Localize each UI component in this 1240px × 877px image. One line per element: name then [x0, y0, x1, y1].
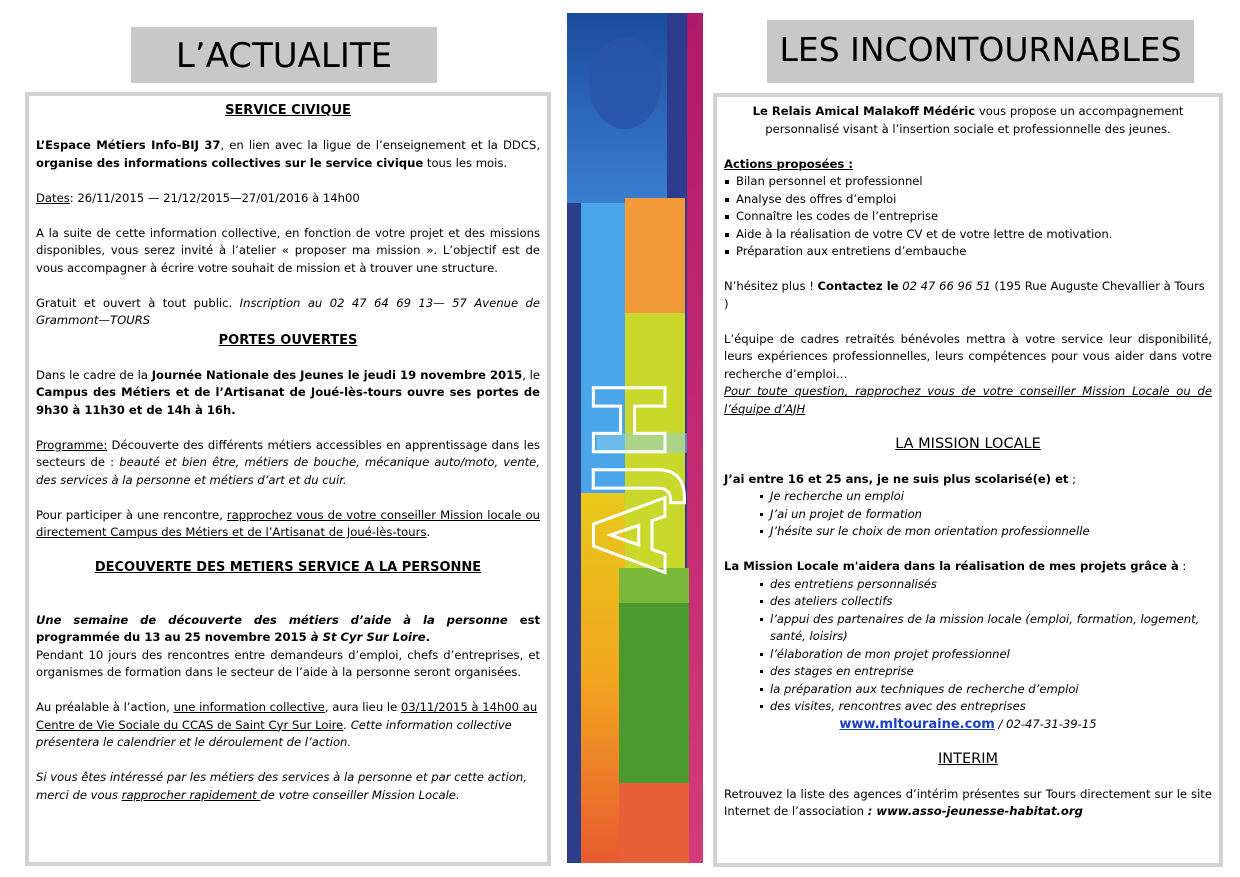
portes-ouvertes-contact: Pour participer à une rencontre, rapprochez vous de votre conseiller Mission locale ou directement Campus des Métiers et de l’Artisanat de Joué-lès-tours.	[36, 507, 540, 539]
left-title-banner	[131, 27, 437, 83]
mission-locale-need-item: J’hésite sur le choix de mon orientation professionnelle	[758, 523, 1212, 541]
right-essentials-panel	[713, 93, 1223, 867]
decouverte-info-collective: Au préalable à l’action, une information collective, aura lieu le 03/11/2015 à 14h00 au Centre de Vie Sociale du CCAS de Saint Cyr Sur Loire. Cette information collective présentera le calendrier et le déroulement de l’action.	[36, 700, 538, 749]
decouverte-contact: Si vous êtes intéressé par les métiers des services à la personne et par cette action, merci de vous rapprocher rapidement de votre conseiller Mission Locale.	[36, 770, 527, 802]
relais-action-item: Préparation aux entretiens d’embauche	[724, 243, 1212, 261]
decouverte-description: Pendant 10 jours des rencontres entre demandeurs d’emploi, chefs d’entreprises, et organismes de formation dans le secteur de l’aide à la personne seront organisées.	[36, 647, 540, 679]
mission-locale-need-item: Je recherche un emploi	[758, 488, 1212, 506]
ajh-logo-column	[567, 13, 703, 863]
relais-actions-list	[724, 173, 1212, 261]
right-title: LES INCONTOURNABLES	[779, 30, 1182, 69]
relais-actions-label: Actions proposées :	[724, 156, 853, 171]
service-civique-intro: L’Espace Métiers Info-BIJ 37, en lien avec la ligue de l’enseignement et la DDCS, organise des informations collectives sur le service civique tous les mois.	[36, 138, 540, 170]
mission-locale-heading: LA MISSION LOCALE	[895, 435, 1041, 452]
mission-locale-contact	[724, 716, 1212, 734]
left-title: L’ACTUALITE	[175, 36, 393, 76]
service-civique-dates: Dates: 26/11/2015 — 21/12/2015—27/01/2016 à 14h00	[36, 190, 360, 205]
portes-ouvertes-programme: Programme: Découverte des différents métiers accessibles en apprentissage dans les secteurs de : beauté et bien être, métiers de bouche, mécanique auto/moto, vente, des services à la personne et métiers d’art et du cuir.	[36, 437, 540, 487]
portes-ouvertes-heading: PORTES OUVERTES	[218, 332, 358, 348]
relais-team-description: L’équipe de cadres retraités bénévoles mettra à votre service leur disponibilité, leurs expériences professionnelles, leurs compétences pour vous aider dans votre recherche d’emploi…	[724, 331, 1212, 381]
service-civique-description: A la suite de cette information collective, en fonction de votre projet et des missions disponibles, vous serez invité à l’atelier « proposer ma mission ». L’objectif est de vous accompagner à écrire votre souhait de mission et à trouver une structure.	[36, 225, 540, 275]
relais-intro: Le Relais Amical Malakoff Médéric vous propose un accompagnement personnalisé visant à l’insertion sociale et professionnelle des jeunes.	[752, 104, 1184, 136]
mission-locale-need-item: J’ai un projet de formation	[758, 506, 1212, 524]
mission-locale-help-intro: La Mission Locale m'aidera dans la réalisation de mes projets grâce à :	[724, 559, 1187, 573]
portes-ouvertes-intro: Dans le cadre de la Journée Nationale des Jeunes le jeudi 19 novembre 2015, le Campus des Métiers et de l’Artisanat de Joué-lès-tours ouvre ses portes de 9h30 à 11h30 et de 14h à 16h.	[36, 367, 540, 417]
ajh-logo-text: AJH	[575, 378, 689, 573]
relais-action-item: Analyse des offres d’emploi	[724, 191, 1212, 209]
left-news-panel	[25, 92, 551, 866]
mission-locale-help-item: des entretiens personnalisés	[758, 576, 1212, 594]
mission-locale-intro: J’ai entre 16 et 25 ans, je ne suis plus scolarisé(e) et ;	[724, 471, 1077, 486]
mission-locale-help-item: la préparation aux techniques de recherche d’emploi	[758, 681, 1212, 699]
right-title-banner	[767, 20, 1194, 83]
mission-locale-phone: / 02-47-31-39-15	[994, 716, 1097, 731]
mission-locale-website-link[interactable]: www.mltouraine.com	[839, 716, 995, 732]
service-civique-inscription: Gratuit et ouvert à tout public. Inscription au 02 47 64 69 13— 57 Avenue de Grammont—TOURS	[36, 295, 540, 327]
decouverte-intro: Une semaine de découverte des métiers d’aide à la personne est programmée du 13 au 25 novembre 2015 à St Cyr Sur Loire.	[36, 612, 541, 644]
decouverte-heading: DECOUVERTE DES METIERS SERVICE A LA PERSONNE	[94, 560, 482, 575]
interim-description: Retrouvez la liste des agences d’intérim présentes sur Tours directement sur le site Internet de l’association : www.asso-jeunesse-habitat.org	[724, 786, 1212, 818]
mission-locale-help-item: l’élaboration de mon projet professionnel	[758, 646, 1212, 664]
mission-locale-help-item: des ateliers collectifs	[758, 593, 1212, 611]
relais-action-item: Bilan personnel et professionnel	[724, 173, 1212, 191]
mission-locale-help-item: des stages en entreprise	[758, 663, 1212, 681]
relais-contact-advice: Pour toute question, rapprochez vous de votre conseiller Mission Locale ou de l’équipe d’AJH	[724, 384, 1212, 416]
ajh-colorful-logo-image	[567, 13, 703, 863]
relais-action-item: Connaître les codes de l’entreprise	[724, 208, 1212, 226]
mission-locale-needs-list	[724, 488, 1212, 541]
mission-locale-help-list	[724, 576, 1212, 716]
service-civique-heading: SERVICE CIVIQUE	[225, 103, 351, 118]
relais-action-item: Aide à la réalisation de votre CV et de votre lettre de motivation.	[724, 226, 1212, 244]
mission-locale-help-item: l’appui des partenaires de la mission locale (emploi, formation, logement, santé, loisirs)	[758, 611, 1212, 646]
interim-heading: INTERIM	[937, 750, 998, 767]
mission-locale-help-item: des visites, rencontres avec des entreprises	[758, 698, 1212, 716]
relais-contact: N’hésitez plus ! Contactez le 02 47 66 96 51 (195 Rue Auguste Chevallier à Tours )	[724, 279, 1205, 311]
